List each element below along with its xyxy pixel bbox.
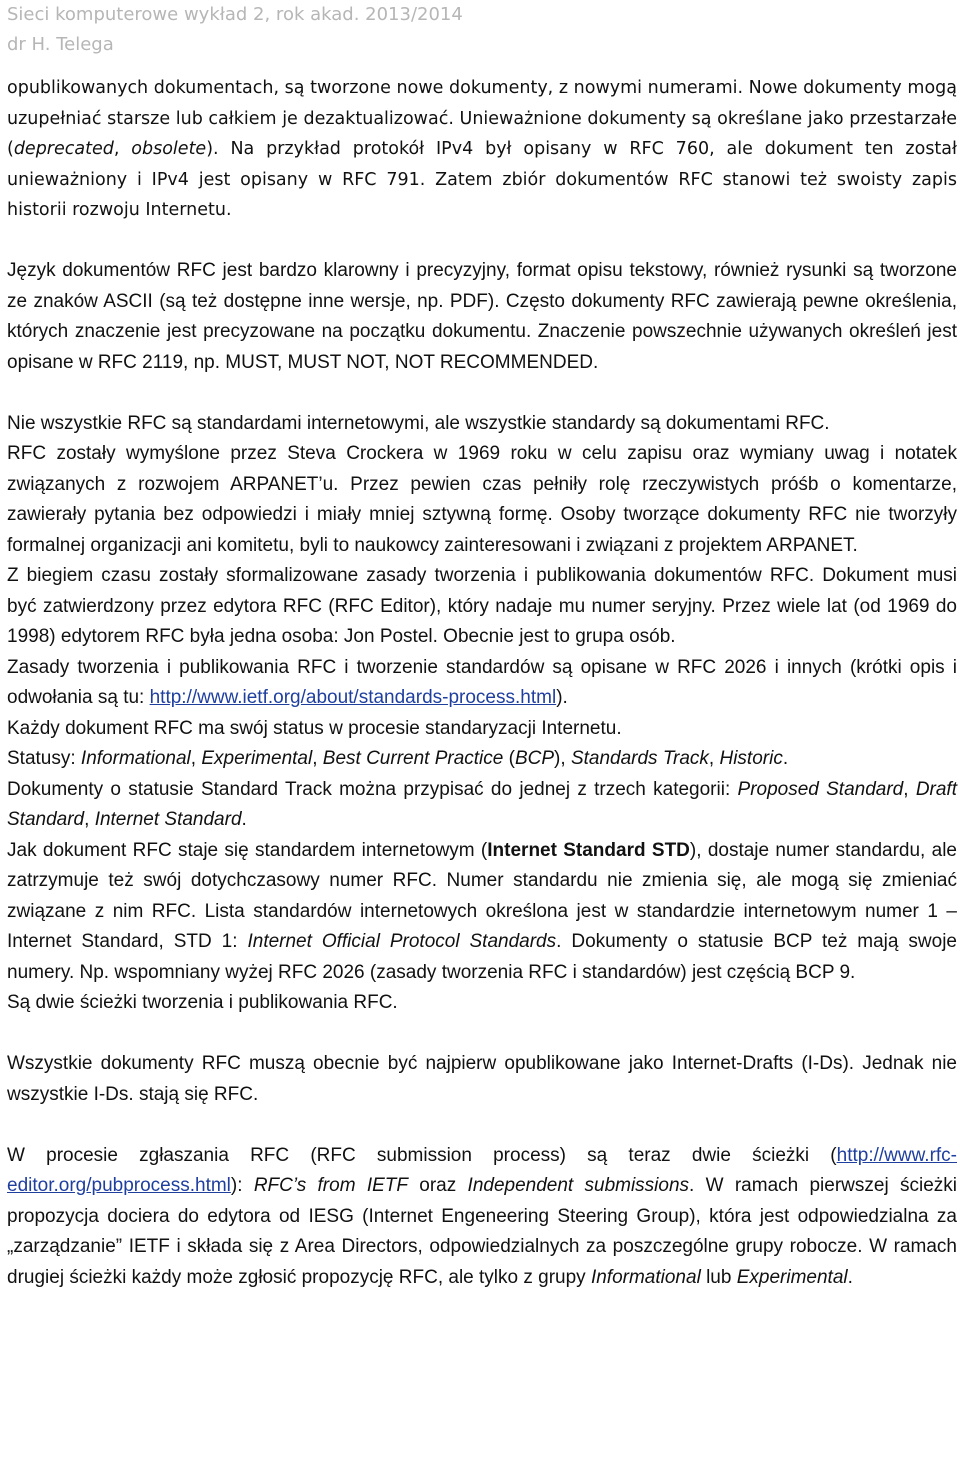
paragraph-internet-standard: Jak dokument RFC staje się standardem internetowym (Internet Standard STD), dostaje numer standardu, ale zatrzymuje też swój dotychczasowy numer RFC. Numer standardu nie zmienia się, ale mogą się zmieniać związane z nim RFC. Lista standardów internetowych określona jest w standardzie internetowym numer 1 – Internet Standard, STD 1: Internet Official Protocol Standards. Dokumenty o statusie BCP też mają swoje numery. Np. wspomniany wyżej RFC 2026 (zasady tworzenia RFC i standardów) jest częścią BCP 9. (7, 839, 957, 983)
paragraph-rfc-status: Każdy dokument RFC ma swój status w procesie standaryzacji Internetu. (7, 717, 622, 739)
ietf-standards-process-link[interactable]: http://www.ietf.org/about/standards-process.html (149, 687, 557, 709)
paragraph-standard-track: Dokumenty o statusie Standard Track można przypisać do jednej z trzech kategorii: Proposed Standard, Draft Standard, Internet Standard. (7, 778, 957, 831)
paragraph-rfc-editor: Z biegiem czasu zostały sformalizowane zasady tworzenia i publikowania dokumentów RFC. Dokument musi być zatwierdzony przez edytora RFC (RFC Editor), który nadaje mu numer seryjny. Przez wiele lat (od 1969 do 1998) edytorem RFC była jedna osoba: Jon Postel. Obecnie jest to grupa osób. (7, 565, 957, 648)
paragraph-internet-drafts: Wszystkie dokumenty RFC muszą obecnie być najpierw opublikowane jako Internet-Drafts (I-Ds). Jednak nie wszystkie I-Ds. stają się RFC. (7, 1053, 957, 1105)
paragraph-two-paths: Są dwie ścieżki tworzenia i publikowania RFC. (7, 992, 398, 1014)
paragraph-rfc-rules: Zasady tworzenia i publikowania RFC i tworzenie standardów są opisane w RFC 2026 i innych (krótki opis i odwołania są tu: http://www.ietf.org/about/standards-process.html). (7, 656, 957, 709)
paragraph-status-list: Statusy: Informational, Experimental, Best Current Practice (BCP), Standards Track, Historic. (7, 748, 789, 770)
paragraph-rfc-obsolete: opublikowanych dokumentach, są tworzone nowe dokumenty, z nowymi numerami. Nowe dokumenty mogą uzupełniać starsze lub całkiem je dezaktualizować. Unieważnione dokumenty są określane jako przestarzałe (deprecated, obsolete). Na przykład protokół IPv4 był opisany w RFC 760, ale dokument ten został unieważniony i IPv4 jest opisany w RFC 791. Zatem zbiór dokumentów RFC stanowi też swoisty zapis historii rozwoju Internetu. (7, 78, 957, 221)
header-author: dr H. Telega (7, 34, 114, 55)
header-course: Sieci komputerowe wykład 2, rok akad. 2013/2014 (7, 4, 463, 25)
paragraph-rfc-language: Język dokumentów RFC jest bardzo klarowny i precyzyjny, format opisu tekstowy, również rysunki są tworzone ze znaków ASCII (są też dostępne inne wersje, np. PDF). Często dokumenty RFC zawierają pewne określenia, których znaczenie jest precyzowane na początku dokumentu. Znaczenie powszechnie używanych określeń jest opisane w RFC 2119, np. MUST, MUST NOT, NOT RECOMMENDED. (7, 260, 957, 373)
paragraph-rfc-history: RFC zostały wymyślone przez Steva Crockera w 1969 roku w celu zapisu oraz wymiany uwag i notatek związanych z rozwojem ARPANET’u. Przez pewien czas pełniły rolę rzeczywistych próśb o komentarze, zawierały pytania bez odpowiedzi i miały mniej sztywną formę. Osoby tworzące dokumenty RFC nie tworzyły formalnej organizacji ani komitetu, byli to naukowcy zainteresowani i związani z projektem ARPANET. (7, 443, 957, 556)
rfc-editor-pubprocess-link[interactable]: http://www.rfc-editor.org/pubprocess.html (7, 1144, 957, 1197)
page-header (7, 0, 957, 60)
document-page (7, 0, 957, 1293)
paragraph-submission-process: W procesie zgłaszania RFC (RFC submission process) są teraz dwie ścieżki (http://www.rfc-editor.org/pubprocess.html): RFC’s from IETF oraz Independent submissions. W ramach pierwszej ścieżki propozycja dociera do edytora od IESG (Internet Engeneering Steering Group), która jest odpowiedzialna za „zarządzanie” IETF i składa się z Area Directors, odpowiedzialnych za poszczególne grupy robocze. W ramach drugiej ścieżki każdy może zgłosić propozycję RFC, ale tylko z grupy Informational lub Experimental. (7, 1144, 957, 1288)
paragraph-not-all-standards: Nie wszystkie RFC są standardami internetowymi, ale wszystkie standardy są dokumentami RFC. (7, 412, 830, 434)
